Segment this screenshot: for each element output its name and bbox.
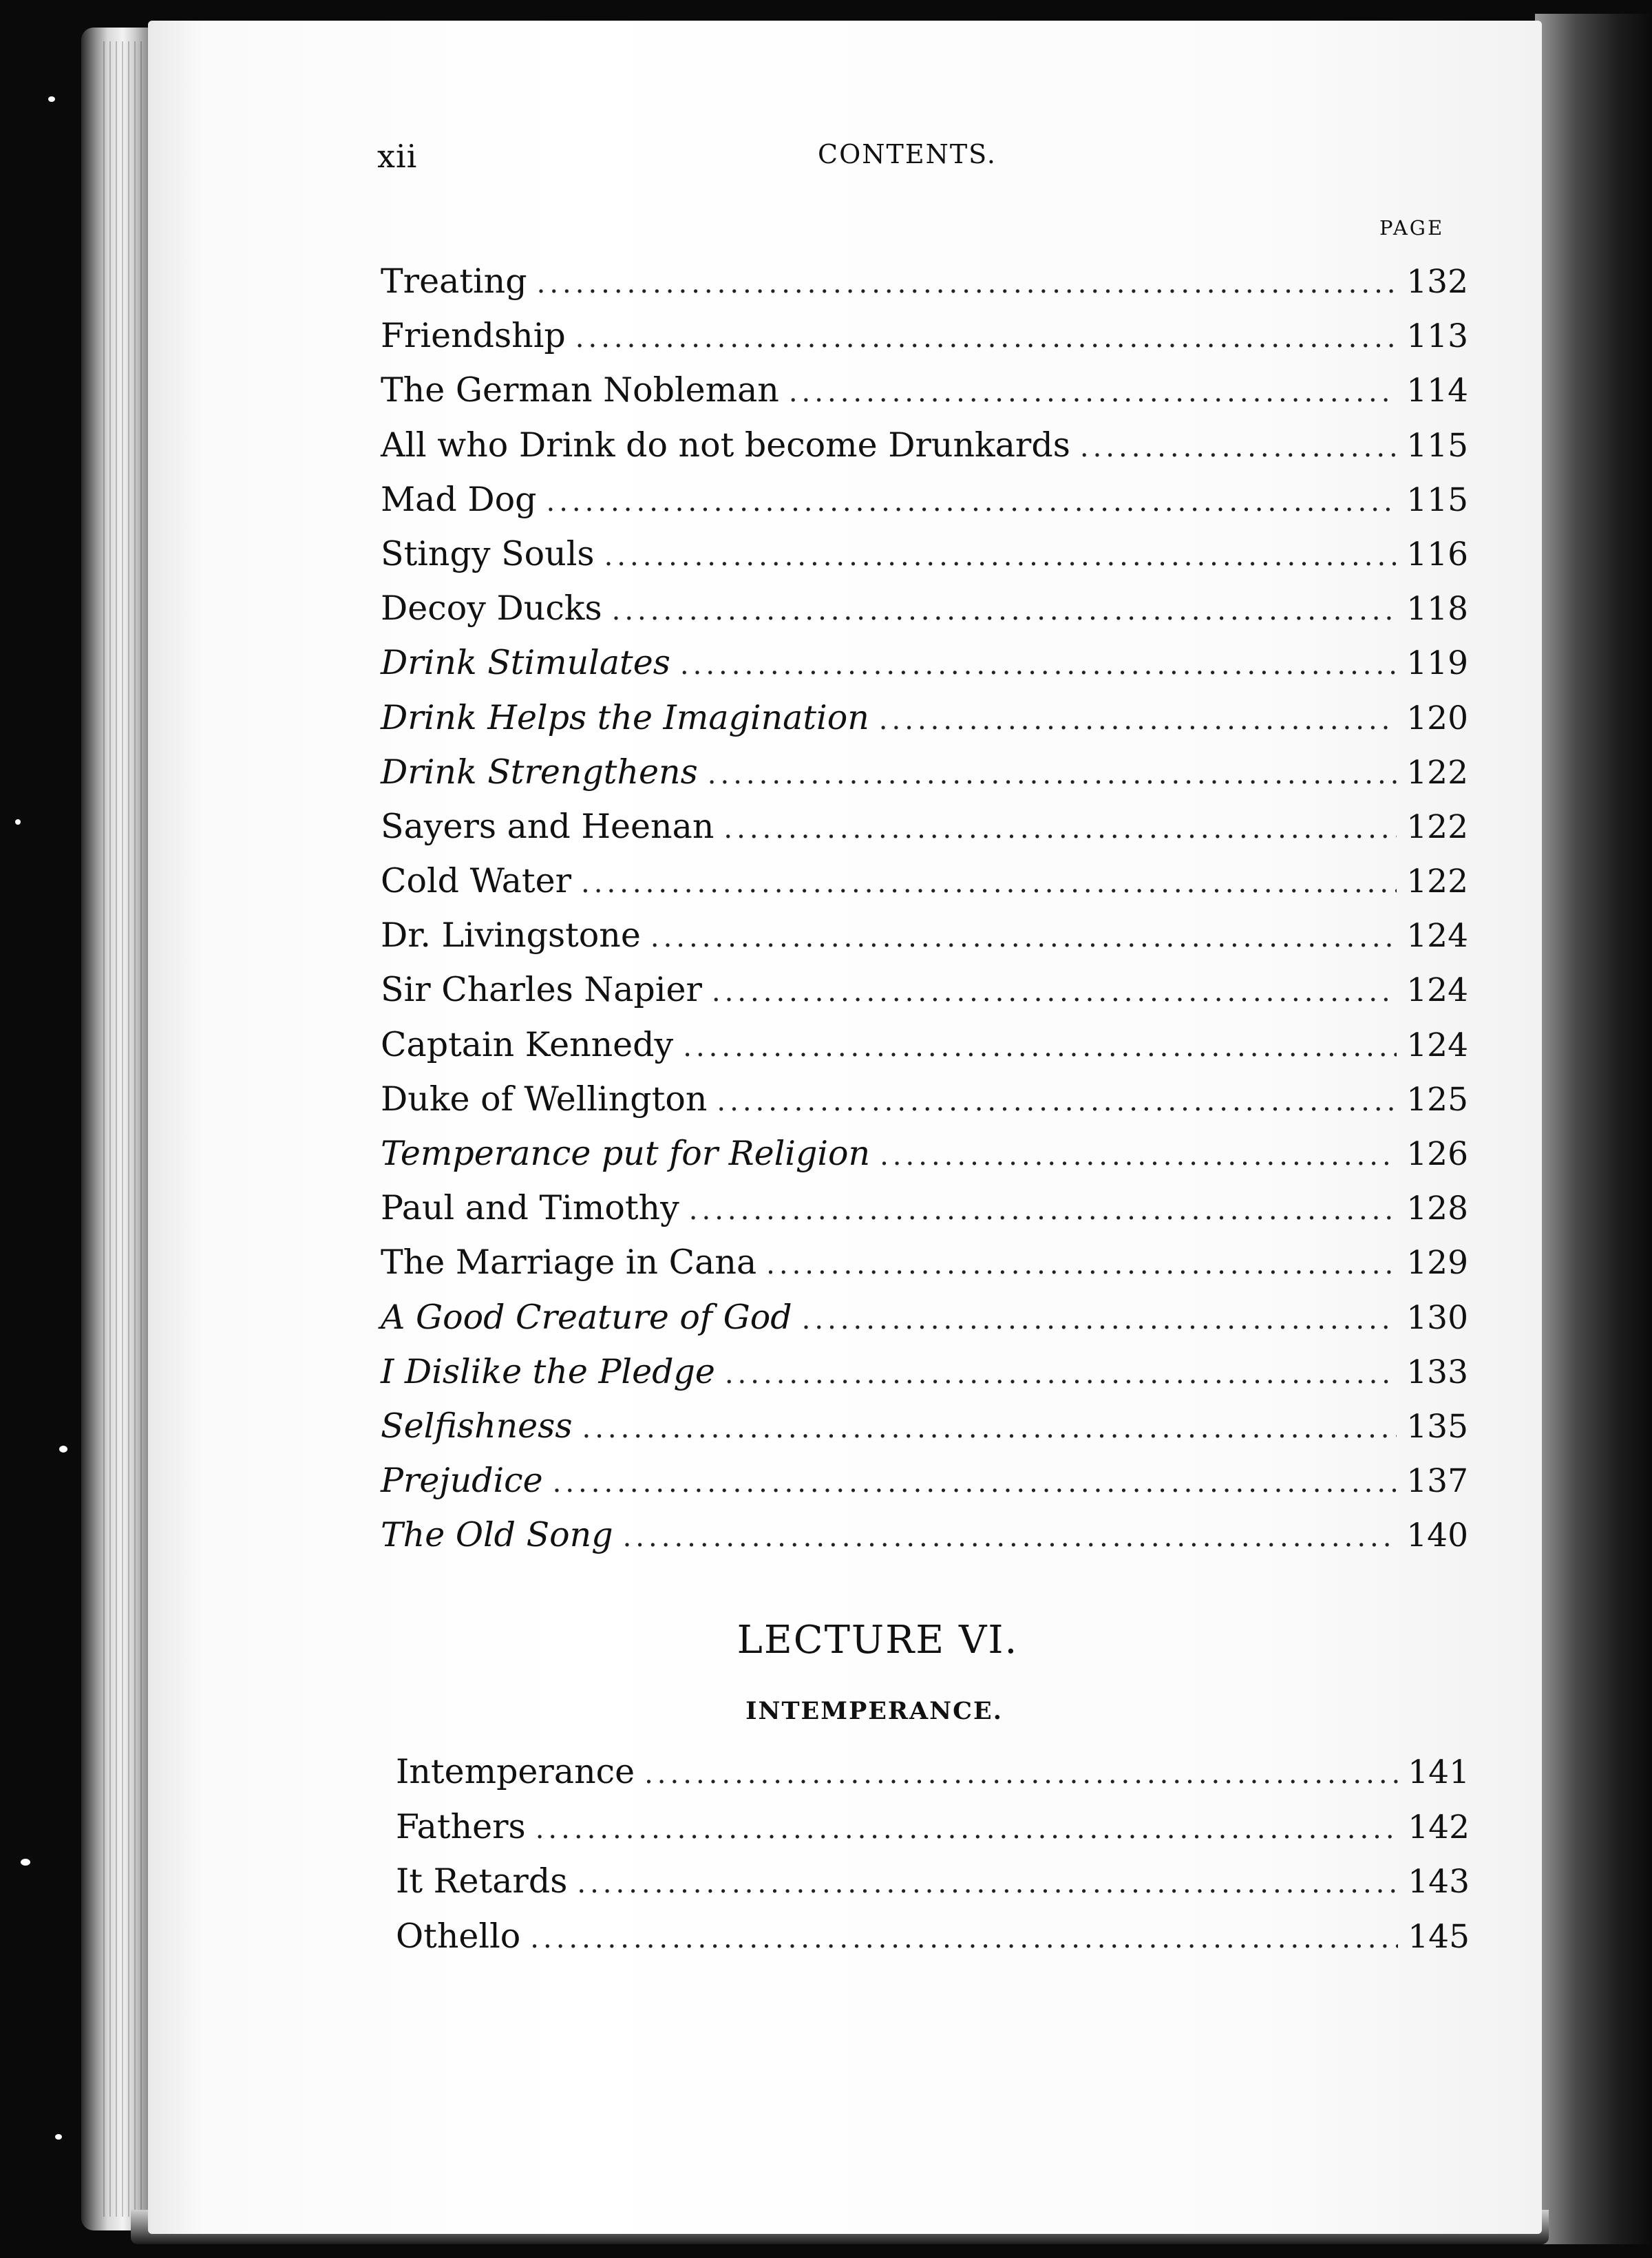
dot-leader [537,268,1397,299]
entry-page-number: 118 [1406,590,1468,629]
dot-leader [879,704,1397,736]
entry-title: Cold Water [381,861,572,901]
dot-leader [612,595,1397,626]
entry-title: It Retards [396,1861,568,1901]
contents-entry [381,534,1468,589]
entry-title: Duke of Wellington [381,1079,708,1119]
dot-leader [623,1521,1397,1553]
dot-leader [577,1868,1398,1899]
dot-leader [725,1358,1397,1390]
page-number-roman: xii [377,138,418,175]
lecture-heading: LECTURE VI. [737,1618,1019,1663]
dot-leader [536,1813,1398,1845]
entry-page-number: 129 [1406,1244,1468,1283]
dot-leader [689,1194,1397,1226]
contents-entry [381,861,1468,916]
entry-page-number: 124 [1406,1026,1468,1064]
entry-title: Dr. Livingstone [381,916,641,956]
entry-title: Selfishness [381,1406,573,1446]
dot-leader [582,1413,1397,1444]
entry-title: Othello [396,1916,521,1956]
dot-leader [546,486,1397,518]
contents-entry [381,1134,1468,1188]
entry-title: Temperance put for Religion [381,1134,871,1173]
entry-title: Captain Kennedy [381,1024,674,1064]
entry-page-number: 119 [1406,644,1468,683]
entry-page-number: 135 [1406,1407,1468,1446]
dot-leader [581,867,1397,899]
entry-title: Friendship [381,316,566,356]
contents-entry [381,1188,1468,1243]
contents-list [381,262,1468,1570]
entry-page-number: 124 [1406,971,1468,1010]
entry-page-number: 114 [1406,372,1468,410]
contents-entry [381,1298,1468,1352]
contents-entry [381,1406,1468,1461]
scan-speck [15,819,21,825]
entry-title: All who Drink do not become Drunkards [381,425,1070,465]
contents-entry [381,970,1468,1024]
entry-page-number: 128 [1406,1190,1468,1228]
dot-leader [683,1031,1397,1063]
contents-entry [381,1079,1468,1134]
dot-leader [708,759,1397,790]
contents-entry [396,1752,1470,1807]
contents-entry [381,752,1468,807]
contents-entry [381,916,1468,970]
dot-leader [604,540,1397,572]
dot-leader [530,1923,1398,1954]
contents-entry [381,698,1468,752]
entry-page-number: 133 [1406,1353,1468,1391]
entry-title: Drink Helps the Imagination [381,697,869,737]
entry-page-number: 145 [1408,1917,1470,1956]
contents-entry [381,262,1468,316]
entry-title: Decoy Ducks [381,589,602,629]
dot-leader [712,976,1397,1008]
running-head: CONTENTS. [818,139,997,169]
contents-entry [381,370,1468,425]
entry-page-number: 122 [1406,753,1468,792]
scan-speck [21,1859,30,1866]
entry-page-number: 116 [1406,535,1468,573]
contents-entry [381,1515,1468,1570]
entry-page-number: 142 [1408,1808,1470,1846]
page-column-label: PAGE [1379,216,1445,240]
scan-speck [55,2134,62,2140]
entry-title: The German Nobleman [381,370,779,410]
dot-leader [553,1467,1397,1499]
entry-title: The Old Song [381,1515,613,1555]
dot-leader [789,377,1397,408]
contents-entry [381,643,1468,697]
page-edges [103,41,145,2217]
dot-leader [1080,432,1397,463]
entry-page-number: 122 [1406,863,1468,901]
dot-leader [575,322,1397,354]
dot-leader [650,922,1397,953]
entry-title: Sayers and Heenan [381,806,714,846]
contents-entry [396,1917,1470,1972]
contents-entry [381,1025,1468,1079]
entry-page-number: 124 [1406,917,1468,956]
entry-page-number: 143 [1408,1863,1470,1901]
entry-page-number: 120 [1406,699,1468,737]
contents-entry [381,589,1468,643]
entry-title: Paul and Timothy [381,1188,679,1228]
entry-page-number: 126 [1406,1135,1468,1173]
entry-title: A Good Creature of God [381,1297,792,1337]
entry-title: Prejudice [381,1461,543,1501]
dot-leader [644,1758,1398,1790]
contents-entry [381,807,1468,861]
entry-page-number: 115 [1406,481,1468,519]
entry-page-number: 137 [1406,1462,1468,1501]
contents-entry [381,316,1468,370]
contents-entry [381,1243,1468,1297]
entry-page-number: 113 [1406,317,1468,356]
contents-entry [396,1807,1470,1862]
dot-leader [802,1304,1397,1336]
scan-speck [59,1446,67,1453]
entry-title: Sir Charles Napier [381,970,702,1010]
entry-title: Drink Strengthens [381,752,698,792]
dot-leader [723,813,1397,845]
entry-title: Fathers [396,1806,526,1846]
contents-entry [381,1352,1468,1406]
entry-title: Mad Dog [381,479,537,519]
entry-title: Stingy Souls [381,534,595,573]
lecture-contents-list [396,1752,1470,1971]
dot-leader [680,649,1397,681]
entry-title: Drink Stimulates [381,643,670,683]
dot-leader [766,1249,1397,1280]
entry-title: Treating [381,262,527,301]
entry-page-number: 122 [1406,808,1468,846]
entry-title: I Dislike the Pledge [381,1351,715,1391]
dot-leader [717,1086,1397,1117]
entry-title: Intemperance [396,1752,635,1791]
contents-entry [381,1461,1468,1515]
book-right-edge [1535,14,1652,2244]
entry-page-number: 125 [1406,1080,1468,1119]
entry-page-number: 130 [1406,1298,1468,1337]
scan-speck [48,96,55,102]
entry-page-number: 115 [1406,426,1468,465]
entry-page-number: 140 [1406,1517,1468,1555]
contents-entry [381,480,1468,534]
contents-entry [396,1861,1470,1917]
lecture-subheading: INTEMPERANCE. [745,1697,1003,1725]
dot-leader [880,1140,1397,1172]
entry-page-number: 141 [1408,1753,1470,1791]
entry-page-number: 132 [1406,263,1468,301]
contents-entry [381,425,1468,480]
entry-title: The Marriage in Cana [381,1243,757,1283]
